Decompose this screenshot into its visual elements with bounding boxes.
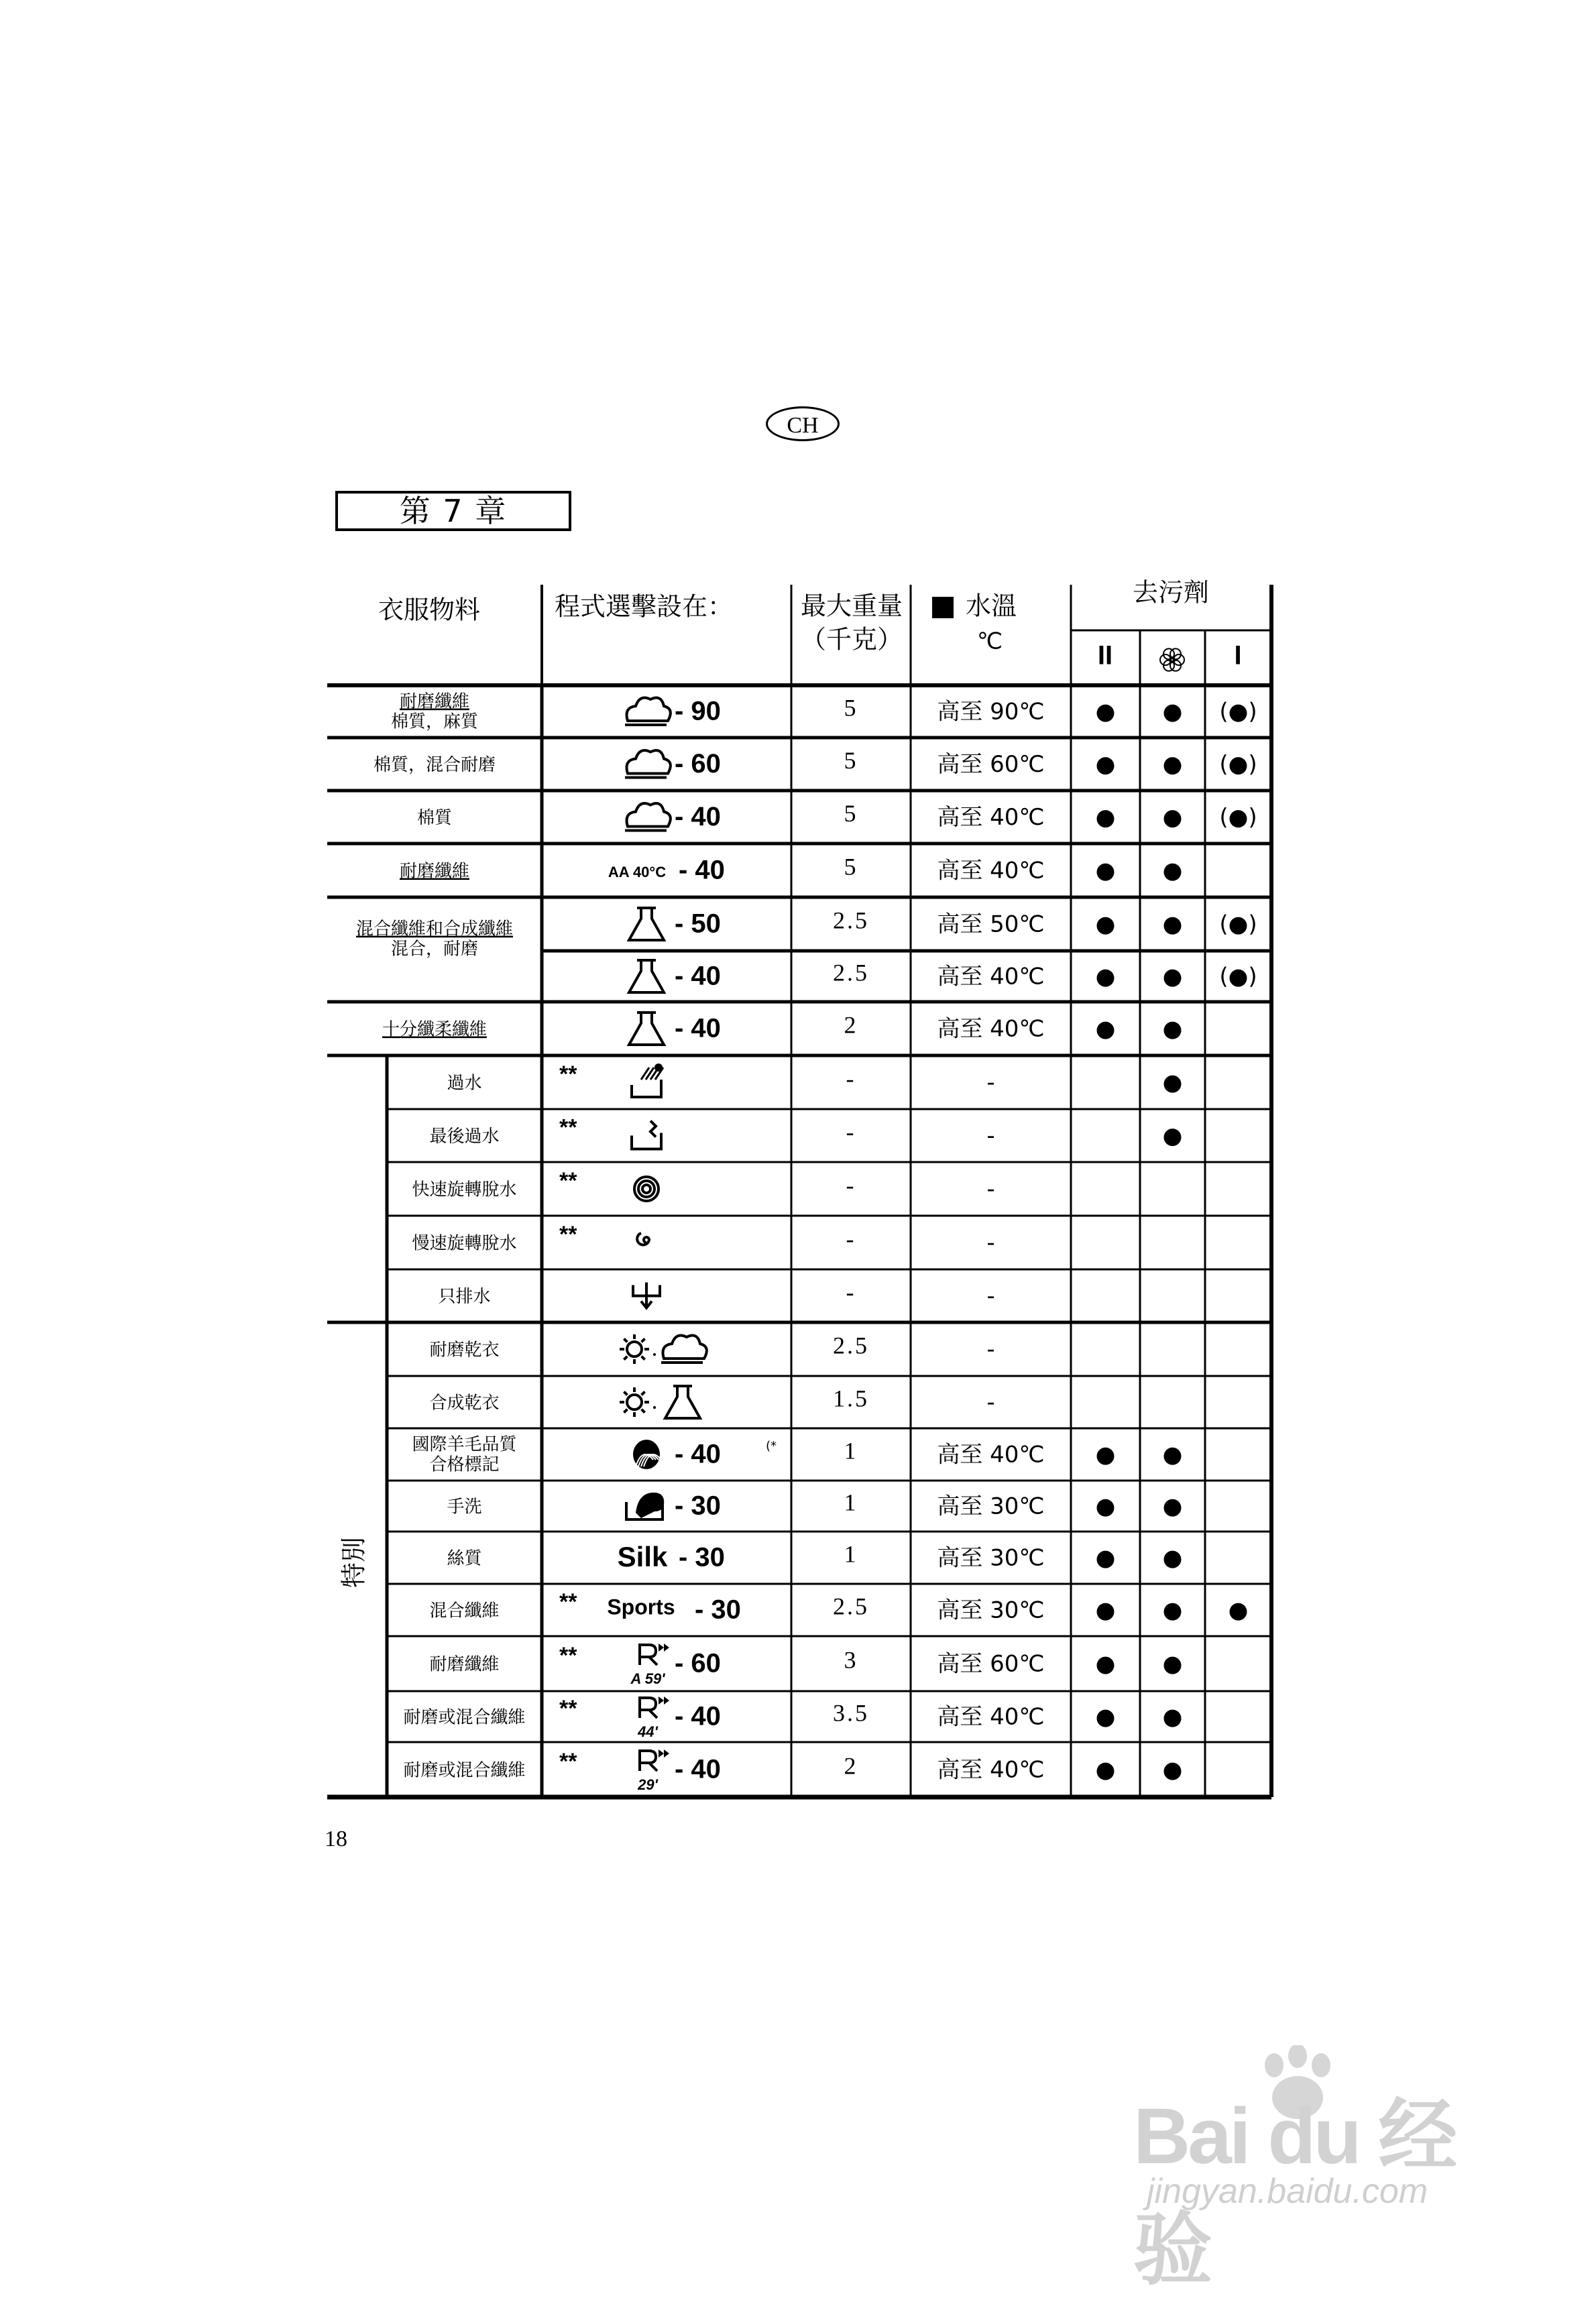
detergent-softener-dot: ● xyxy=(1162,1703,1183,1731)
watermark xyxy=(1133,2052,1509,2295)
max-load-value: 5 xyxy=(844,746,858,774)
water-temp-value: 高至 30℃ xyxy=(937,1493,1045,1520)
program-number: - 40 xyxy=(675,961,721,991)
detergent-softener-dot: ● xyxy=(1162,698,1183,726)
fabric-label: 快速旋轉脫水 xyxy=(412,1180,517,1200)
silk-text xyxy=(618,1541,668,1572)
detergent-prewash-dot: ● xyxy=(1095,911,1116,938)
header-water-temp: 水溫 xyxy=(965,591,1017,621)
max-load-value: - xyxy=(846,1171,856,1199)
rinse-icon xyxy=(632,1063,663,1097)
header-detergent-main: I xyxy=(1234,640,1242,671)
detergent-prewash-dot: ● xyxy=(1095,1015,1116,1043)
detergent-prewash-dot: ● xyxy=(1095,963,1116,990)
double-asterisk: ** xyxy=(559,1748,577,1774)
fabric-softener-flower-icon xyxy=(1160,648,1184,671)
fabric-label: 只排水 xyxy=(438,1287,491,1307)
max-load-value: 1.5 xyxy=(833,1385,869,1412)
double-asterisk: ** xyxy=(559,1589,577,1615)
table-row xyxy=(447,1061,1182,1097)
fabric-label: 最後過水 xyxy=(429,1127,500,1147)
max-load-value: 2.5 xyxy=(833,1332,869,1359)
fabric-label: 耐磨纖維 xyxy=(429,1654,500,1675)
fabric-label: 耐磨纖維 xyxy=(399,861,470,882)
max-load-value: 3.5 xyxy=(833,1699,869,1727)
max-load-value: - xyxy=(846,1225,856,1253)
max-load-value: - xyxy=(846,1065,856,1092)
double-asterisk: ** xyxy=(559,1167,577,1194)
max-load-value: 2.5 xyxy=(833,959,869,986)
program-number: - 30 xyxy=(679,1542,725,1572)
silk-label: Silk xyxy=(617,1541,668,1573)
detergent-main-dot: (●) xyxy=(1219,911,1257,938)
rapid-time-label: 29' xyxy=(638,1776,658,1793)
water-temp-value: - xyxy=(986,1175,995,1203)
water-temp-value: 高至 40℃ xyxy=(937,963,1045,990)
detergent-softener-dot: ● xyxy=(1162,1756,1183,1784)
program-number: - 60 xyxy=(675,1648,721,1678)
drain-icon xyxy=(633,1283,660,1308)
max-load-value: - xyxy=(846,1278,856,1306)
sports-text xyxy=(607,1595,675,1619)
detergent-softener-dot: ● xyxy=(1162,1493,1183,1520)
rapid-icon xyxy=(637,1749,669,1793)
detergent-main-dot: (●) xyxy=(1219,698,1257,726)
table-row xyxy=(412,1222,994,1257)
fabric-label: 手洗 xyxy=(447,1497,482,1517)
header-max-load: 最大重量 xyxy=(800,591,903,621)
water-temp-value: 高至 40℃ xyxy=(937,857,1045,884)
double-asterisk: ** xyxy=(559,1061,577,1087)
detergent-softener-dot: ● xyxy=(1162,911,1183,938)
fabric-label: 混合纖維 xyxy=(429,1601,500,1621)
table-row xyxy=(391,692,1257,732)
detergent-main-dot: (●) xyxy=(1219,751,1257,778)
detergent-prewash-dot: ● xyxy=(1095,1441,1116,1469)
water-temp-value: 高至 90℃ xyxy=(937,698,1045,726)
detergent-softener-dot: ● xyxy=(1162,1123,1183,1149)
detergent-prewash-dot: ● xyxy=(1095,1544,1116,1572)
table-row xyxy=(629,959,1257,992)
dry-synthetic-icon xyxy=(620,1386,700,1418)
fabric-label: 耐磨纖維 xyxy=(399,691,470,712)
program-number: - 40 xyxy=(675,802,721,832)
water-temp-value: - xyxy=(986,1389,995,1416)
max-load-value: 2.5 xyxy=(833,1593,869,1620)
water-temp-value: 高至 40℃ xyxy=(937,1703,1045,1731)
header-temp-unit: ℃ xyxy=(976,628,1003,655)
water-temp-value: 高至 30℃ xyxy=(937,1544,1045,1572)
water-temp-value: 高至 40℃ xyxy=(937,1441,1045,1469)
flask-icon xyxy=(629,960,664,992)
water-temp-value: 高至 60℃ xyxy=(937,751,1045,778)
header-program: 程式選擊設在： xyxy=(554,591,734,622)
detergent-main-dot: ● xyxy=(1228,1597,1249,1624)
max-load-value: 5 xyxy=(844,799,858,827)
fabric-label: 過水 xyxy=(447,1073,482,1094)
table-row xyxy=(447,1540,1182,1572)
max-load-value: 5 xyxy=(844,853,858,880)
header-detergent: 去污劑 xyxy=(1132,577,1210,608)
program-number: - 50 xyxy=(675,909,721,939)
rapid-time-label: A 59' xyxy=(630,1670,665,1687)
water-temp-value: - xyxy=(986,1283,995,1310)
rapid-icon xyxy=(637,1697,669,1740)
fabric-label: 耐磨乾衣 xyxy=(429,1340,500,1361)
header-detergent-prewash: II xyxy=(1097,640,1113,671)
water-temp-value: 高至 30℃ xyxy=(937,1597,1045,1624)
detergent-prewash-dot: ● xyxy=(1095,698,1116,726)
table-row xyxy=(447,1489,1182,1520)
detergent-softener-dot: ● xyxy=(1162,1069,1183,1096)
detergent-softener-dot: ● xyxy=(1162,1597,1183,1624)
rapid-icon xyxy=(630,1644,669,1687)
program-number: - 40 xyxy=(679,855,725,885)
fabric-label: 耐磨或混合纖維 xyxy=(403,1707,526,1728)
ch-badge: CH xyxy=(766,406,840,441)
detergent-main-dot: (●) xyxy=(1219,963,1257,990)
max-load-value: 1 xyxy=(844,1437,858,1464)
fabric-label: 棉質，麻質 xyxy=(390,711,479,732)
fabric-label: 混合，耐磨 xyxy=(390,939,479,960)
detergent-prewash-dot: ● xyxy=(1095,1650,1116,1678)
dry-cotton-icon xyxy=(620,1334,707,1364)
program-number: - 30 xyxy=(695,1595,741,1625)
detergent-softener-dot: ● xyxy=(1162,751,1183,778)
sports-label: Sports xyxy=(607,1595,675,1619)
program-number: - 30 xyxy=(675,1491,721,1521)
aa-text xyxy=(608,864,666,880)
max-load-value: 3 xyxy=(844,1646,858,1674)
water-temp-value: - xyxy=(986,1123,995,1149)
detergent-prewash-dot: ● xyxy=(1095,751,1116,778)
detergent-main-dot: (●) xyxy=(1219,804,1257,831)
water-temp-value: - xyxy=(986,1336,995,1363)
program-number: - 60 xyxy=(675,749,721,779)
detergent-softener-dot: ● xyxy=(1162,1015,1183,1043)
program-number: - 40 xyxy=(675,1754,721,1784)
table-row xyxy=(403,1749,1182,1793)
fast-spin-icon xyxy=(634,1177,659,1201)
water-temp-value: 高至 40℃ xyxy=(937,804,1045,831)
max-load-value: 2.5 xyxy=(833,907,869,934)
flask-icon xyxy=(629,1013,664,1045)
table-row xyxy=(382,1011,1182,1045)
header-max-load-unit: （千克） xyxy=(800,624,903,654)
detergent-softener-dot: ● xyxy=(1162,1441,1183,1469)
watermark-url: jingyan.baidu.com xyxy=(1147,2172,1428,2211)
fabric-label: 國際羊毛品質 xyxy=(412,1434,517,1455)
max-load-value: 1 xyxy=(844,1489,858,1516)
table-row xyxy=(412,1435,1182,1475)
fabric-label: 絲質 xyxy=(447,1548,482,1569)
fabric-label: 慢速旋轉脫水 xyxy=(412,1233,517,1254)
water-temp-value: - xyxy=(986,1229,995,1257)
detergent-softener-dot: ● xyxy=(1162,804,1183,831)
water-temp-value: - xyxy=(986,1069,995,1096)
special-section-label: 特別 xyxy=(339,1536,369,1589)
detergent-prewash-dot: ● xyxy=(1095,1493,1116,1520)
double-asterisk: ** xyxy=(559,1695,577,1721)
table-row xyxy=(429,1589,1248,1625)
wool-icon xyxy=(633,1440,661,1469)
detergent-prewash-dot: ● xyxy=(1095,804,1116,831)
detergent-softener-dot: ● xyxy=(1162,1650,1183,1678)
detergent-prewash-dot: ● xyxy=(1095,857,1116,884)
fabric-label: 棉質 xyxy=(416,808,453,828)
page-number: 18 xyxy=(325,1827,347,1851)
max-load-value: 1 xyxy=(844,1540,858,1568)
aa-label: AA 40°C xyxy=(608,863,667,880)
max-load-value: 2 xyxy=(844,1752,858,1780)
fabric-label: 十分纖柔纖維 xyxy=(382,1019,488,1040)
max-load-value: 2 xyxy=(844,1011,858,1039)
max-load-value: - xyxy=(846,1118,856,1145)
double-asterisk: ** xyxy=(559,1114,577,1141)
fabric-label: 棉質，混合耐磨 xyxy=(373,755,496,775)
fabric-label: 合成乾衣 xyxy=(429,1393,500,1414)
fabric-label: 耐磨或混合纖維 xyxy=(403,1760,526,1781)
detergent-softener-dot: ● xyxy=(1162,857,1183,884)
max-load-value: 5 xyxy=(844,694,858,722)
handwash-icon xyxy=(626,1493,664,1519)
double-asterisk: ** xyxy=(559,1642,577,1668)
final-rinse-icon xyxy=(632,1121,661,1149)
program-number: - 40 xyxy=(675,1013,721,1043)
chapter-title: 第 7 章 xyxy=(335,491,571,531)
program-number: - 90 xyxy=(675,696,721,726)
slow-spin-icon xyxy=(637,1233,649,1245)
water-temp-value: 高至 60℃ xyxy=(937,1650,1045,1678)
fabric-label: 混合纖維和合成纖維 xyxy=(355,919,514,939)
cotton-icon xyxy=(625,750,671,777)
detergent-softener-dot: ● xyxy=(1162,963,1183,990)
detergent-softener-dot: ● xyxy=(1162,1544,1183,1572)
detergent-prewash-dot: ● xyxy=(1095,1703,1116,1731)
rapid-time-label: 44' xyxy=(638,1723,658,1740)
watermark-brand: Bai du 经验 xyxy=(1133,2092,1455,2295)
detergent-prewash-dot: ● xyxy=(1095,1756,1116,1784)
note-mark: (* xyxy=(765,1439,777,1453)
header-fabric: 衣服物料 xyxy=(378,595,481,625)
table-row xyxy=(412,1168,994,1203)
cotton-icon xyxy=(625,803,671,830)
water-temp-value: 高至 40℃ xyxy=(937,1015,1045,1043)
flask-icon xyxy=(629,908,664,940)
table-row xyxy=(374,747,1257,779)
cotton-icon xyxy=(625,698,671,725)
water-temp-value: 高至 50℃ xyxy=(937,911,1045,938)
fabric-label: 合格標記 xyxy=(429,1454,500,1475)
double-asterisk: ** xyxy=(559,1221,577,1247)
table-row xyxy=(403,1696,1182,1740)
water-temp-square-icon xyxy=(932,597,954,618)
program-number: - 40 xyxy=(675,1439,721,1469)
water-temp-value: 高至 40℃ xyxy=(937,1756,1045,1784)
detergent-prewash-dot: ● xyxy=(1095,1597,1116,1624)
program-number: - 40 xyxy=(675,1701,721,1731)
